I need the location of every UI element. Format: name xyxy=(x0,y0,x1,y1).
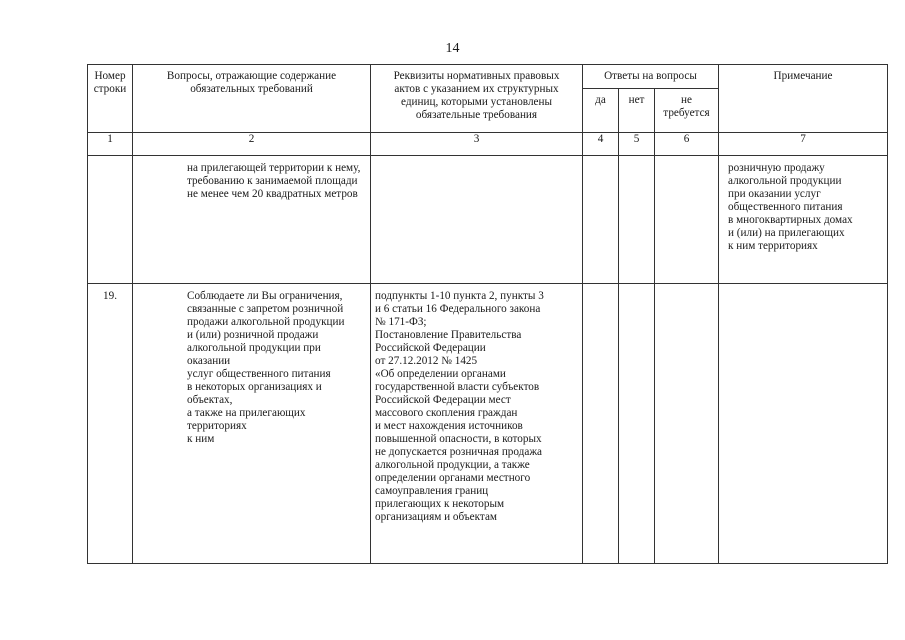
column-numbers-row xyxy=(88,133,888,156)
answer-yes-cell xyxy=(583,284,619,564)
note-cell: розничную продажу алкогольной продукции при оказании услуг общественного питания в многоквартирных домах и (или) на прилегающих к ним территориях xyxy=(719,156,888,284)
header-no: нет xyxy=(619,89,655,133)
answer-no-cell xyxy=(619,284,655,564)
header-row-number: Номер строки xyxy=(88,65,133,133)
header-requisites: Реквизиты нормативных правовых актов с указанием их структурных единиц, которыми установлены обязательные требования xyxy=(371,65,583,133)
row-number xyxy=(88,156,133,284)
column-number: 3 xyxy=(371,133,583,156)
answer-no-cell xyxy=(619,156,655,284)
answer-not-required-cell xyxy=(655,156,719,284)
answer-yes-cell xyxy=(583,156,619,284)
column-number: 5 xyxy=(619,133,655,156)
answer-not-required-cell xyxy=(655,284,719,564)
header-note: Примечание xyxy=(719,65,888,133)
column-number: 2 xyxy=(133,133,371,156)
table-row xyxy=(88,284,888,564)
requisites-cell: подпункты 1-10 пункта 2, пункты 3 и 6 статьи 16 Федерального закона № 171-ФЗ; Постановление Правительства Российской Федерации от 27.12.2012 № 1425 «Об определении органами государственной власти субъектов Российской Федерации мест массового скопления граждан и мест нахождения источников повышенной опасности, в которых не допускается розничная продажа алкогольной продукции, а также определении органами местного самоуправления границ прилегающих к некоторым организациям и объектам xyxy=(371,284,583,564)
column-number: 4 xyxy=(583,133,619,156)
requisites-cell xyxy=(371,156,583,284)
row-number: 19. xyxy=(88,284,133,564)
column-number: 7 xyxy=(719,133,888,156)
header-answers-group: Ответы на вопросы xyxy=(583,65,719,89)
question-cell: Соблюдаете ли Вы ограничения, связанные с запретом розничной продажи алкогольной продукции и (или) розничной продажи алкогольной продукции при оказании услуг общественного питания в некоторых организациях и объектах, а также на прилегающих территориях к ним xyxy=(133,284,371,564)
note-cell xyxy=(719,284,888,564)
page-number: 14 xyxy=(445,41,460,56)
header-questions: Вопросы, отражающие содержание обязательных требований xyxy=(133,65,371,133)
column-number: 1 xyxy=(88,133,133,156)
column-number: 6 xyxy=(655,133,719,156)
header-row-1 xyxy=(88,65,888,89)
header-not-required: не требуется xyxy=(655,89,719,133)
question-cell: на прилегающей территории к нему, требованию к занимаемой площади не менее чем 20 квадратных метров xyxy=(133,156,371,284)
requirements-table xyxy=(87,64,888,564)
header-yes: да xyxy=(583,89,619,133)
table-row xyxy=(88,156,888,284)
